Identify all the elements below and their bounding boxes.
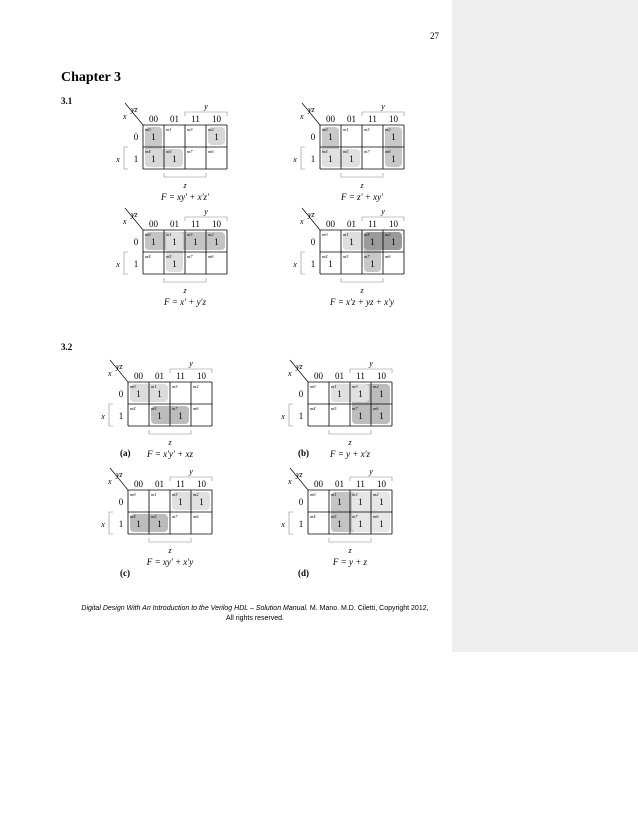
minterm-label: m6: [193, 406, 199, 411]
minterm-label: m3: [352, 492, 358, 497]
column-code: 10: [212, 219, 221, 229]
y-label: y: [189, 359, 193, 368]
cell-one: 1: [151, 237, 156, 247]
z-bracket: [164, 173, 206, 177]
minterm-label: m7: [187, 254, 193, 259]
column-code: 00: [149, 114, 158, 124]
z-bracket: [329, 538, 371, 542]
minterm-label: m1: [166, 232, 172, 237]
minterm-label: m5: [151, 406, 157, 411]
minterm-label: m4: [145, 149, 151, 154]
corner-label-yz: yz: [131, 210, 138, 219]
minterm-label: m2: [373, 492, 379, 497]
z-bracket: [149, 538, 191, 542]
minterm-label: m2: [208, 127, 214, 132]
minterm-label: m7: [172, 514, 178, 519]
cell-one: 1: [379, 411, 384, 421]
minterm-label: m5: [166, 149, 172, 154]
cell-one: 1: [349, 237, 354, 247]
cell-one: 1: [151, 154, 156, 164]
minterm-label: m3: [364, 127, 370, 132]
minterm-label: m1: [343, 127, 349, 132]
row-code: 1: [310, 154, 316, 164]
minterm-label: m6: [373, 406, 379, 411]
column-code: 10: [377, 479, 386, 489]
minterm-label: m0: [322, 232, 328, 237]
cell-one: 1: [358, 389, 363, 399]
equation: F = x' + y'z: [164, 297, 206, 307]
minterm-label: m0: [322, 127, 328, 132]
minterm-label: m2: [385, 127, 391, 132]
cell-one: 1: [370, 237, 375, 247]
cell-one: 1: [178, 497, 183, 507]
minterm-label: m0: [310, 492, 316, 497]
equation: F = y + z: [332, 557, 368, 567]
corner-label-x: x: [288, 369, 292, 378]
z-bracket: [164, 278, 206, 282]
kmap-3-1a: [116, 102, 243, 215]
minterm-label: m6: [373, 514, 379, 519]
y-label: y: [204, 207, 208, 216]
kmap-3-2c: [101, 467, 228, 580]
equation: F = xy' + x'y: [146, 557, 194, 567]
minterm-label: m4: [130, 514, 136, 519]
row-code: 0: [133, 132, 139, 142]
column-code: 01: [155, 479, 164, 489]
column-code: 01: [335, 371, 344, 381]
row-code: 0: [118, 497, 124, 507]
footer-title: Digital Design With An Introduction to the Verilog HDL – Solution Manual.: [81, 605, 308, 612]
cell-one: 1: [337, 519, 342, 529]
cell-one: 1: [370, 259, 375, 269]
row-code: 1: [298, 411, 304, 421]
kmap-3-2d: [281, 467, 408, 580]
minterm-label: m6: [385, 149, 391, 154]
column-code: 00: [134, 371, 143, 381]
cell-one: 1: [172, 154, 177, 164]
cell-one: 1: [379, 497, 384, 507]
corner-label-yz: yz: [296, 362, 303, 371]
minterm-label: m2: [385, 232, 391, 237]
row-code: 0: [298, 389, 304, 399]
z-label: z: [360, 286, 364, 295]
cell-one: 1: [178, 411, 183, 421]
minterm-label: m3: [187, 127, 193, 132]
column-code: 11: [191, 114, 200, 124]
minterm-label: m4: [322, 254, 328, 259]
map-label-d: (d): [298, 568, 309, 578]
column-code: 10: [389, 219, 398, 229]
minterm-label: m3: [364, 232, 370, 237]
corner-label-x: x: [288, 477, 292, 486]
minterm-label: m1: [343, 232, 349, 237]
minterm-label: m1: [151, 492, 157, 497]
footer-rest: M. Mano. M.D. Ciletti, Copyright 2012,: [309, 605, 429, 612]
z-label: z: [168, 546, 172, 555]
map-label-a: (a): [120, 448, 131, 458]
column-code: 00: [314, 479, 323, 489]
equation: F = xy' + x'z': [161, 192, 209, 202]
corner-label-x: x: [300, 112, 304, 121]
minterm-label: m7: [172, 406, 178, 411]
cell-one: 1: [358, 519, 363, 529]
z-bracket: [149, 430, 191, 434]
minterm-label: m3: [187, 232, 193, 237]
cell-one: 1: [199, 497, 204, 507]
minterm-label: m4: [310, 514, 316, 519]
corner-label-yz: yz: [131, 105, 138, 114]
row-code: 0: [310, 237, 316, 247]
z-bracket: [329, 430, 371, 434]
cell-one: 1: [136, 389, 141, 399]
y-label: y: [381, 207, 385, 216]
minterm-label: m7: [352, 406, 358, 411]
column-code: 00: [149, 219, 158, 229]
cell-one: 1: [328, 154, 333, 164]
footer-line2: All rights reserved.: [226, 615, 284, 622]
minterm-label: m3: [172, 384, 178, 389]
minterm-label: m7: [352, 514, 358, 519]
corner-label-x: x: [123, 112, 127, 121]
x-bracket: [289, 512, 293, 534]
minterm-label: m1: [331, 384, 337, 389]
minterm-label: m2: [208, 232, 214, 237]
x-bracket: [301, 147, 305, 169]
minterm-label: m7: [187, 149, 193, 154]
minterm-label: m5: [331, 514, 337, 519]
z-bracket: [341, 278, 383, 282]
section-3-1: 3.1: [61, 96, 73, 106]
minterm-label: m3: [352, 384, 358, 389]
equation: F = z' + xy': [341, 192, 383, 202]
column-code: 00: [326, 114, 335, 124]
column-code: 00: [134, 479, 143, 489]
minterm-label: m0: [310, 384, 316, 389]
map-label-c: (c): [120, 568, 130, 578]
minterm-label: m0: [130, 384, 136, 389]
x-label: x: [293, 155, 297, 164]
corner-label-yz: yz: [296, 470, 303, 479]
chapter-heading: Chapter 3: [61, 70, 122, 85]
row-code: 0: [310, 132, 316, 142]
column-code: 10: [197, 479, 206, 489]
row-code: 1: [133, 259, 139, 269]
x-label: x: [293, 260, 297, 269]
corner-label-x: x: [123, 217, 127, 226]
z-label: z: [348, 438, 352, 447]
minterm-label: m0: [145, 232, 151, 237]
column-code: 11: [356, 479, 365, 489]
column-code: 11: [356, 371, 365, 381]
minterm-label: m3: [172, 492, 178, 497]
cell-one: 1: [214, 132, 219, 142]
cell-one: 1: [391, 154, 396, 164]
cell-one: 1: [214, 237, 219, 247]
z-label: z: [360, 181, 364, 190]
page-number: 27: [430, 31, 439, 41]
cell-one: 1: [151, 132, 156, 142]
column-code: 00: [314, 371, 323, 381]
minterm-label: m1: [166, 127, 172, 132]
minterm-label: m0: [130, 492, 136, 497]
minterm-label: m1: [151, 384, 157, 389]
kmap-3-2b: [281, 359, 408, 472]
minterm-label: m2: [193, 384, 199, 389]
minterm-label: m4: [310, 406, 316, 411]
minterm-label: m7: [364, 254, 370, 259]
minterm-label: m5: [151, 514, 157, 519]
row-code: 1: [118, 411, 124, 421]
row-code: 0: [298, 497, 304, 507]
cell-one: 1: [172, 259, 177, 269]
corner-label-yz: yz: [116, 362, 123, 371]
y-label: y: [204, 102, 208, 111]
row-code: 0: [133, 237, 139, 247]
kmap-3-1c: [116, 207, 243, 320]
cell-one: 1: [391, 132, 396, 142]
x-label: x: [116, 260, 120, 269]
x-label: x: [281, 520, 285, 529]
z-label: z: [183, 181, 187, 190]
z-label: z: [348, 546, 352, 555]
map-label-b: (b): [298, 448, 309, 458]
cell-one: 1: [328, 259, 333, 269]
column-code: 00: [326, 219, 335, 229]
cell-one: 1: [328, 132, 333, 142]
minterm-label: m5: [343, 149, 349, 154]
column-code: 01: [170, 219, 179, 229]
corner-label-x: x: [108, 369, 112, 378]
row-code: 1: [118, 519, 124, 529]
corner-label-x: x: [108, 477, 112, 486]
column-code: 01: [347, 219, 356, 229]
minterm-label: m6: [208, 254, 214, 259]
minterm-label: m5: [331, 406, 337, 411]
cell-one: 1: [358, 411, 363, 421]
y-label: y: [381, 102, 385, 111]
z-label: z: [168, 438, 172, 447]
equation: F = x'y' + xz: [147, 449, 193, 459]
column-code: 01: [347, 114, 356, 124]
minterm-label: m5: [343, 254, 349, 259]
corner-label-yz: yz: [308, 210, 315, 219]
footer: [60, 604, 450, 624]
z-bracket: [341, 173, 383, 177]
cell-one: 1: [379, 519, 384, 529]
column-code: 11: [176, 479, 185, 489]
column-code: 01: [335, 479, 344, 489]
column-code: 11: [176, 371, 185, 381]
cell-one: 1: [337, 497, 342, 507]
cell-one: 1: [157, 411, 162, 421]
column-code: 10: [377, 371, 386, 381]
x-bracket: [124, 252, 128, 274]
column-code: 11: [368, 219, 377, 229]
y-label: y: [369, 467, 373, 476]
section-3-2: 3.2: [61, 342, 73, 352]
cell-one: 1: [337, 389, 342, 399]
minterm-label: m4: [322, 149, 328, 154]
y-label: y: [189, 467, 193, 476]
minterm-label: m7: [364, 149, 370, 154]
cell-one: 1: [193, 237, 198, 247]
x-bracket: [301, 252, 305, 274]
y-label: y: [369, 359, 373, 368]
cell-one: 1: [358, 497, 363, 507]
column-code: 11: [191, 219, 200, 229]
minterm-label: m2: [373, 384, 379, 389]
x-label: x: [281, 412, 285, 421]
cell-one: 1: [349, 154, 354, 164]
row-code: 0: [118, 389, 124, 399]
minterm-label: m0: [145, 127, 151, 132]
x-label: x: [116, 155, 120, 164]
x-bracket: [109, 404, 113, 426]
x-bracket: [289, 404, 293, 426]
minterm-label: m4: [145, 254, 151, 259]
kmap-3-1d: [293, 207, 420, 320]
x-label: x: [101, 520, 105, 529]
row-code: 1: [133, 154, 139, 164]
cell-one: 1: [157, 389, 162, 399]
minterm-label: m6: [208, 149, 214, 154]
equation: F = y + x'z: [329, 449, 371, 459]
cell-one: 1: [157, 519, 162, 529]
row-code: 1: [310, 259, 316, 269]
column-code: 01: [155, 371, 164, 381]
minterm-label: m4: [130, 406, 136, 411]
column-code: 11: [368, 114, 377, 124]
column-code: 10: [212, 114, 221, 124]
corner-label-yz: yz: [308, 105, 315, 114]
row-code: 1: [298, 519, 304, 529]
kmap-3-1b: [293, 102, 420, 215]
x-label: x: [101, 412, 105, 421]
column-code: 10: [197, 371, 206, 381]
cell-one: 1: [379, 389, 384, 399]
equation: F = x'z + yz + x'y: [329, 297, 395, 307]
cell-one: 1: [391, 237, 396, 247]
kmap-3-2a: [101, 359, 228, 472]
z-label: z: [183, 286, 187, 295]
minterm-label: m5: [166, 254, 172, 259]
cell-one: 1: [172, 237, 177, 247]
minterm-label: m6: [193, 514, 199, 519]
minterm-label: m2: [193, 492, 199, 497]
minterm-label: m1: [331, 492, 337, 497]
comment-pane: [452, 0, 638, 652]
cell-one: 1: [136, 519, 141, 529]
x-bracket: [124, 147, 128, 169]
column-code: 10: [389, 114, 398, 124]
column-code: 01: [170, 114, 179, 124]
corner-label-x: x: [300, 217, 304, 226]
corner-label-yz: yz: [116, 470, 123, 479]
x-bracket: [109, 512, 113, 534]
minterm-label: m6: [385, 254, 391, 259]
